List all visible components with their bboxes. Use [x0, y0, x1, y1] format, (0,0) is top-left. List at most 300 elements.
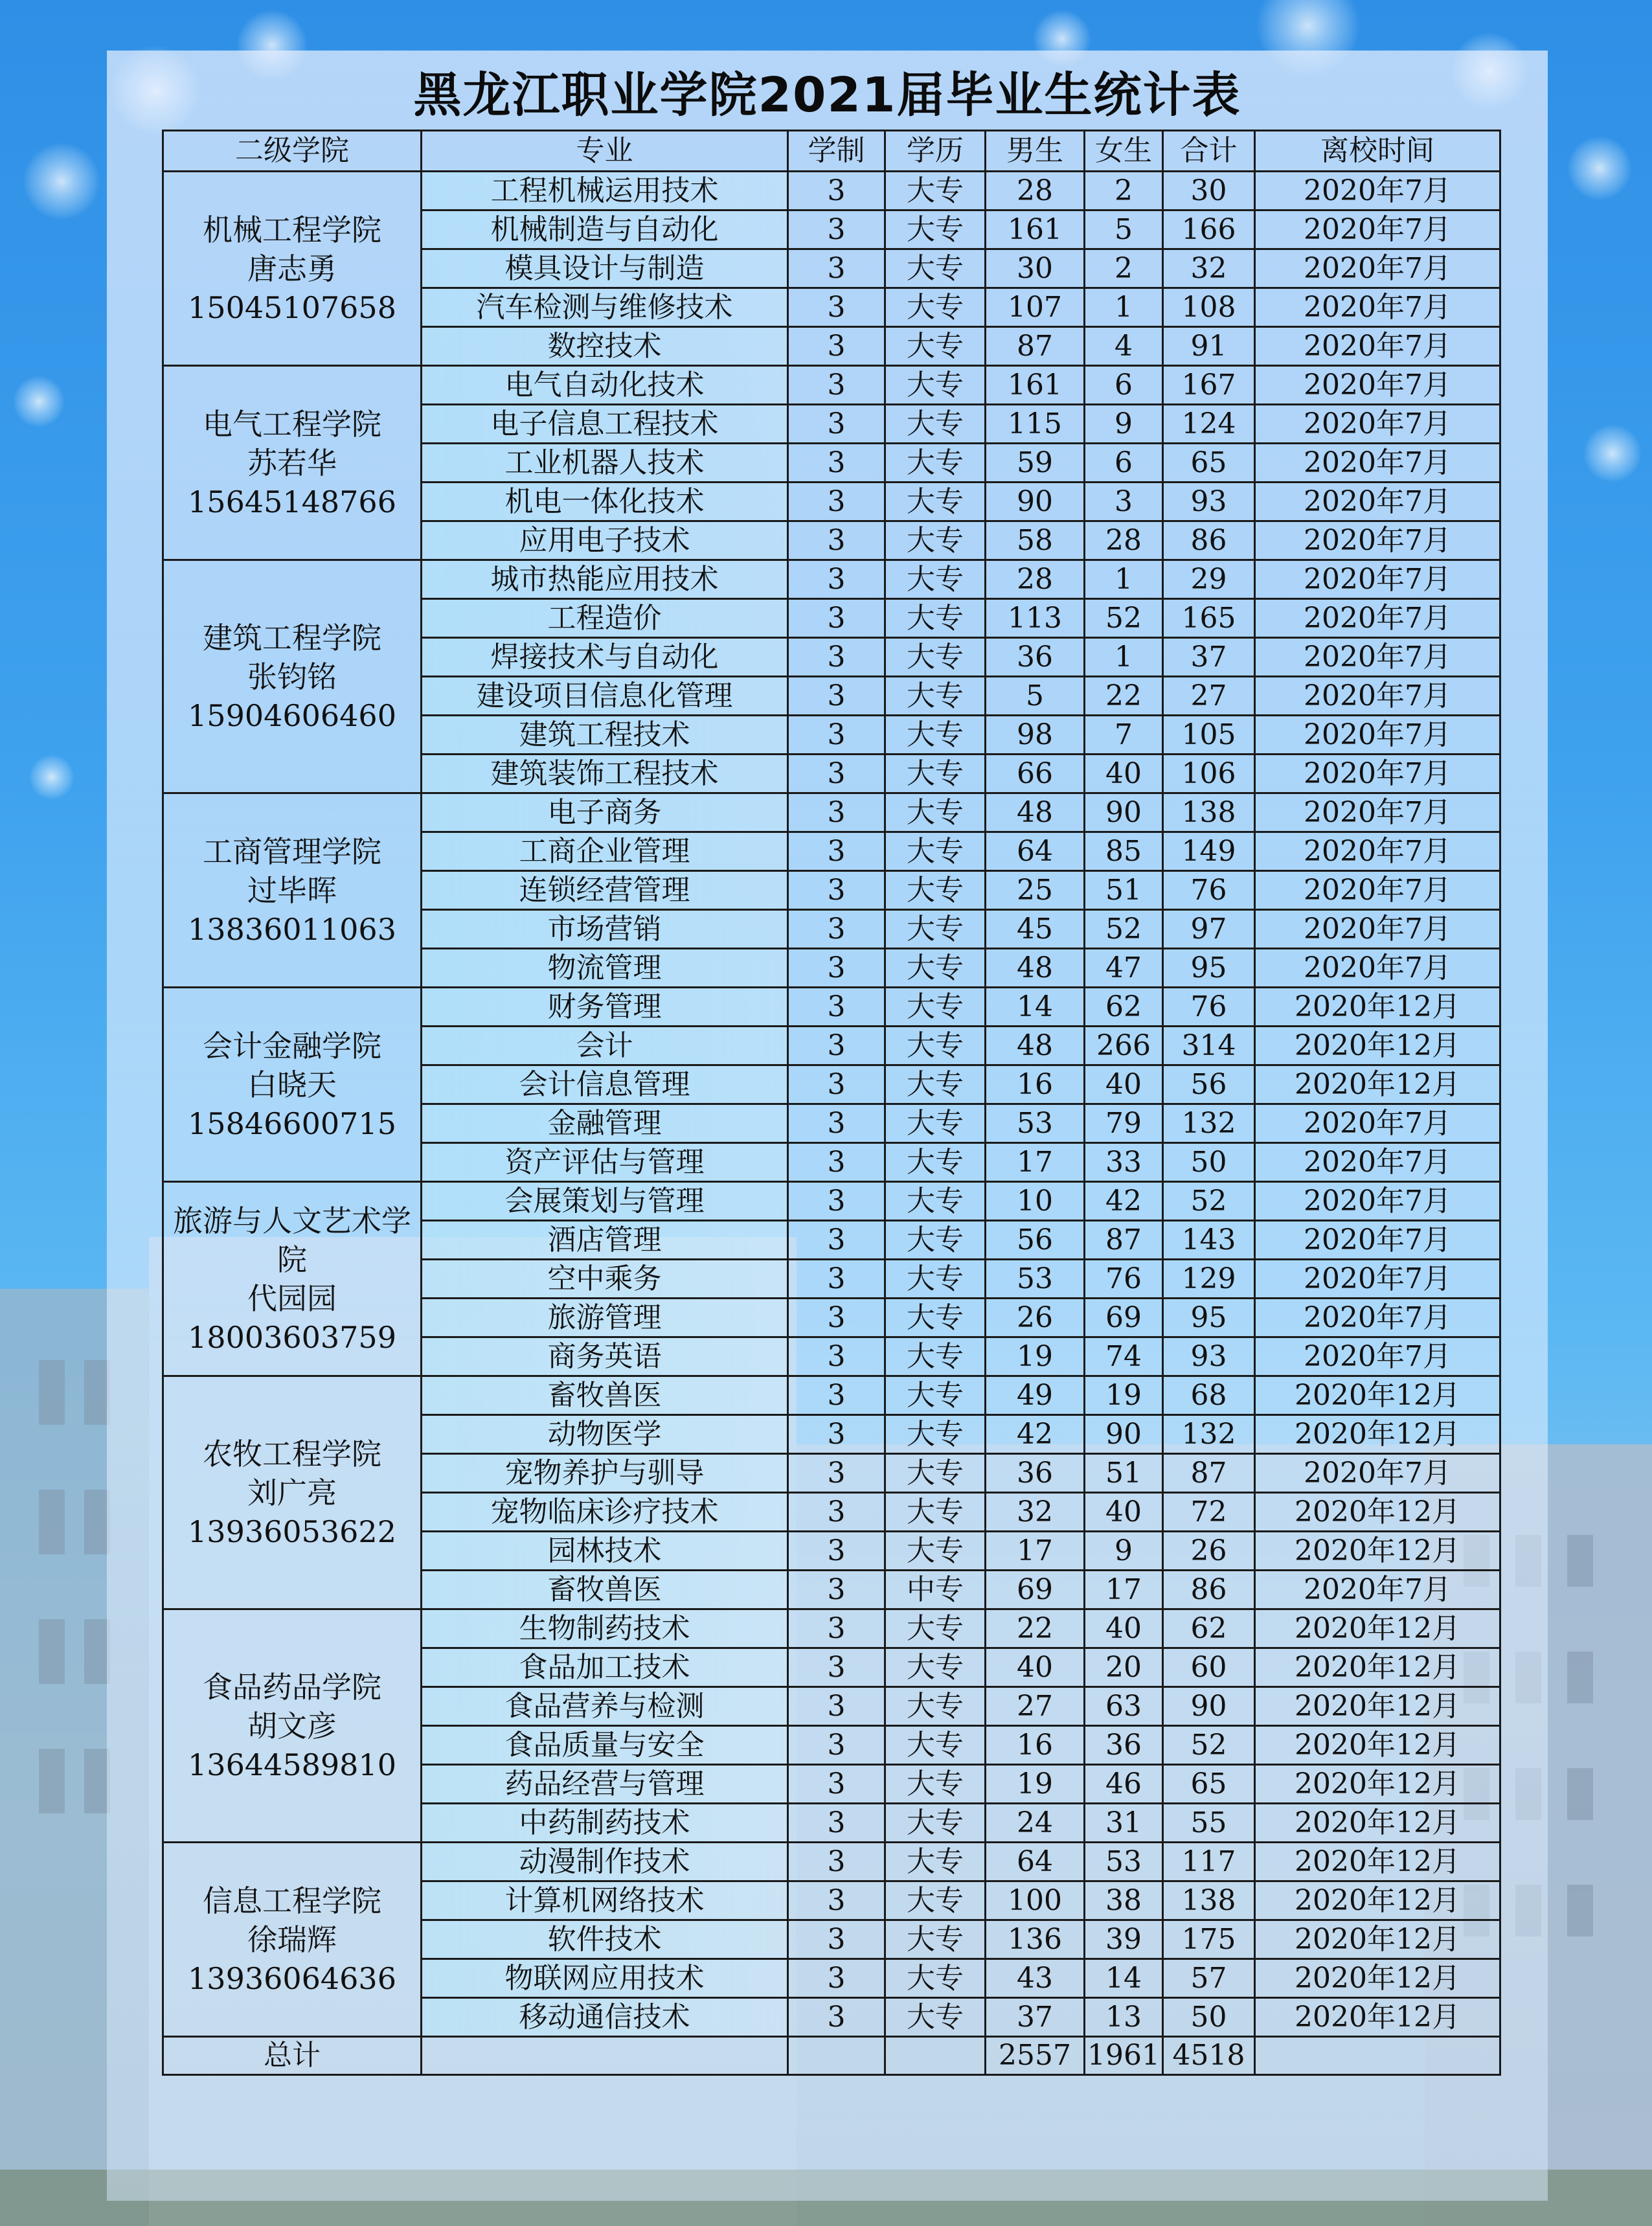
major-male: 32	[986, 1493, 1085, 1532]
major-name: 生物制药技术	[422, 1609, 788, 1648]
major-leave-date: 2020年12月	[1255, 1998, 1500, 2037]
major-total: 55	[1163, 1804, 1255, 1843]
college-cell	[163, 560, 422, 793]
major-name: 商务英语	[422, 1337, 788, 1376]
major-name: 电气自动化技术	[422, 366, 788, 405]
major-female: 20	[1085, 1648, 1163, 1687]
major-total: 175	[1163, 1920, 1255, 1959]
major-male: 28	[986, 172, 1085, 210]
major-total: 86	[1163, 1571, 1255, 1609]
major-total: 167	[1163, 366, 1255, 405]
major-female: 14	[1085, 1959, 1163, 1998]
major-leave-date: 2020年7月	[1255, 560, 1500, 599]
college-phone: 15645148766	[188, 484, 396, 519]
major-female: 76	[1085, 1260, 1163, 1299]
major-female: 40	[1085, 1493, 1163, 1532]
major-total: 108	[1163, 288, 1255, 327]
major-years: 3	[788, 1998, 885, 2037]
major-level: 大专	[885, 1881, 986, 1920]
total-label: 总计	[163, 2037, 422, 2075]
major-female: 62	[1085, 988, 1163, 1027]
major-leave-date: 2020年12月	[1255, 1415, 1500, 1454]
major-level: 大专	[885, 1648, 986, 1687]
major-years: 3	[788, 405, 885, 444]
major-total: 29	[1163, 560, 1255, 599]
major-female: 28	[1085, 521, 1163, 560]
major-total: 57	[1163, 1959, 1255, 1998]
major-level: 大专	[885, 832, 986, 871]
major-male: 36	[986, 1454, 1085, 1493]
major-years: 3	[788, 483, 885, 521]
major-level: 大专	[885, 210, 986, 249]
total-blank-major	[422, 2037, 788, 2075]
major-years: 3	[788, 560, 885, 599]
major-total: 138	[1163, 1881, 1255, 1920]
major-name: 空中乘务	[422, 1260, 788, 1299]
major-leave-date: 2020年7月	[1255, 1143, 1500, 1182]
major-leave-date: 2020年7月	[1255, 755, 1500, 793]
college-cell	[163, 1609, 422, 1843]
major-male: 22	[986, 1609, 1085, 1648]
major-leave-date: 2020年12月	[1255, 1376, 1500, 1415]
major-name: 物流管理	[422, 949, 788, 988]
major-total: 27	[1163, 677, 1255, 716]
major-leave-date: 2020年12月	[1255, 1765, 1500, 1804]
major-name: 金融管理	[422, 1104, 788, 1143]
major-male: 48	[986, 949, 1085, 988]
major-female: 52	[1085, 910, 1163, 949]
major-name: 计算机网络技术	[422, 1881, 788, 1920]
major-total: 166	[1163, 210, 1255, 249]
total-all: 4518	[1163, 2037, 1255, 2075]
major-female: 9	[1085, 405, 1163, 444]
major-years: 3	[788, 1454, 885, 1493]
college-contact: 张钧铭	[247, 659, 337, 694]
major-name: 物联网应用技术	[422, 1959, 788, 1998]
major-total: 97	[1163, 910, 1255, 949]
major-name: 工业机器人技术	[422, 444, 788, 483]
major-total: 93	[1163, 1337, 1255, 1376]
major-leave-date: 2020年12月	[1255, 1609, 1500, 1648]
college-phone: 13836011063	[188, 911, 396, 947]
major-level: 大专	[885, 560, 986, 599]
major-female: 85	[1085, 832, 1163, 871]
college-name: 食品药品学院	[203, 1669, 381, 1705]
major-male: 161	[986, 210, 1085, 249]
major-total: 52	[1163, 1726, 1255, 1765]
major-female: 17	[1085, 1571, 1163, 1609]
major-total: 314	[1163, 1027, 1255, 1065]
major-leave-date: 2020年7月	[1255, 249, 1500, 288]
major-years: 3	[788, 1027, 885, 1065]
major-male: 136	[986, 1920, 1085, 1959]
major-female: 33	[1085, 1143, 1163, 1182]
major-female: 2	[1085, 172, 1163, 210]
major-name: 会计信息管理	[422, 1065, 788, 1104]
major-female: 52	[1085, 599, 1163, 638]
major-leave-date: 2020年12月	[1255, 1881, 1500, 1920]
major-total: 129	[1163, 1260, 1255, 1299]
major-name: 工程机械运用技术	[422, 172, 788, 210]
major-female: 69	[1085, 1299, 1163, 1337]
major-name: 宠物临床诊疗技术	[422, 1493, 788, 1532]
major-total: 138	[1163, 793, 1255, 832]
major-name: 移动通信技术	[422, 1998, 788, 2037]
major-name: 药品经营与管理	[422, 1765, 788, 1804]
major-leave-date: 2020年7月	[1255, 521, 1500, 560]
major-female: 4	[1085, 327, 1163, 366]
major-total: 87	[1163, 1454, 1255, 1493]
major-leave-date: 2020年7月	[1255, 793, 1500, 832]
college-phone: 13644589810	[188, 1747, 396, 1782]
major-female: 7	[1085, 716, 1163, 755]
major-male: 14	[986, 988, 1085, 1027]
major-years: 3	[788, 1726, 885, 1765]
major-level: 大专	[885, 405, 986, 444]
major-total: 90	[1163, 1687, 1255, 1726]
major-name: 食品加工技术	[422, 1648, 788, 1687]
college-contact: 白晓天	[247, 1067, 337, 1102]
table-row	[163, 560, 1500, 599]
major-leave-date: 2020年7月	[1255, 483, 1500, 521]
major-level: 大专	[885, 1027, 986, 1065]
major-total: 76	[1163, 988, 1255, 1027]
major-name: 工程造价	[422, 599, 788, 638]
major-male: 59	[986, 444, 1085, 483]
major-female: 6	[1085, 444, 1163, 483]
college-contact: 徐瑞辉	[247, 1922, 337, 1957]
major-name: 动漫制作技术	[422, 1843, 788, 1881]
major-level: 大专	[885, 599, 986, 638]
major-name: 工商企业管理	[422, 832, 788, 871]
major-level: 大专	[885, 1143, 986, 1182]
college-phone: 15846600715	[188, 1106, 396, 1141]
major-male: 66	[986, 755, 1085, 793]
major-name: 数控技术	[422, 327, 788, 366]
major-level: 大专	[885, 521, 986, 560]
major-leave-date: 2020年7月	[1255, 871, 1500, 910]
total-blank-level	[885, 2037, 986, 2075]
major-level: 大专	[885, 1493, 986, 1532]
major-male: 16	[986, 1726, 1085, 1765]
table-row	[163, 1843, 1500, 1881]
major-level: 大专	[885, 793, 986, 832]
major-leave-date: 2020年7月	[1255, 1571, 1500, 1609]
major-level: 大专	[885, 1104, 986, 1143]
major-name: 电子信息工程技术	[422, 405, 788, 444]
major-male: 100	[986, 1881, 1085, 1920]
major-total: 60	[1163, 1648, 1255, 1687]
total-row	[163, 2037, 1500, 2075]
total-female: 1961	[1085, 2037, 1163, 2075]
major-name: 机械制造与自动化	[422, 210, 788, 249]
major-years: 3	[788, 638, 885, 677]
major-leave-date: 2020年7月	[1255, 599, 1500, 638]
major-years: 3	[788, 1843, 885, 1881]
major-male: 17	[986, 1143, 1085, 1182]
major-male: 98	[986, 716, 1085, 755]
major-level: 大专	[885, 1804, 986, 1843]
major-leave-date: 2020年7月	[1255, 1299, 1500, 1337]
major-leave-date: 2020年12月	[1255, 1959, 1500, 1998]
major-female: 5	[1085, 210, 1163, 249]
major-male: 64	[986, 832, 1085, 871]
major-leave-date: 2020年7月	[1255, 444, 1500, 483]
major-name: 食品质量与安全	[422, 1726, 788, 1765]
header-major: 专业	[422, 131, 788, 172]
major-years: 3	[788, 832, 885, 871]
major-years: 3	[788, 1881, 885, 1920]
major-total: 76	[1163, 871, 1255, 910]
major-years: 3	[788, 871, 885, 910]
major-name: 畜牧兽医	[422, 1376, 788, 1415]
college-name: 工商管理学院	[203, 834, 381, 869]
major-name: 连锁经营管理	[422, 871, 788, 910]
major-female: 47	[1085, 949, 1163, 988]
major-name: 汽车检测与维修技术	[422, 288, 788, 327]
major-years: 3	[788, 1493, 885, 1532]
major-male: 53	[986, 1104, 1085, 1143]
major-leave-date: 2020年12月	[1255, 1920, 1500, 1959]
major-years: 3	[788, 793, 885, 832]
college-cell	[163, 1182, 422, 1376]
major-name: 财务管理	[422, 988, 788, 1027]
major-name: 应用电子技术	[422, 521, 788, 560]
major-level: 大专	[885, 288, 986, 327]
major-years: 3	[788, 1571, 885, 1609]
major-level: 大专	[885, 638, 986, 677]
major-total: 132	[1163, 1104, 1255, 1143]
major-female: 38	[1085, 1881, 1163, 1920]
major-male: 48	[986, 1027, 1085, 1065]
college-cell	[163, 1376, 422, 1609]
major-level: 大专	[885, 249, 986, 288]
major-male: 5	[986, 677, 1085, 716]
major-name: 资产评估与管理	[422, 1143, 788, 1182]
major-leave-date: 2020年12月	[1255, 1804, 1500, 1843]
major-leave-date: 2020年7月	[1255, 1182, 1500, 1221]
major-female: 13	[1085, 1998, 1163, 2037]
major-level: 大专	[885, 1376, 986, 1415]
major-level: 大专	[885, 172, 986, 210]
college-name: 建筑工程学院	[203, 620, 381, 655]
major-total: 165	[1163, 599, 1255, 638]
major-years: 3	[788, 172, 885, 210]
major-total: 91	[1163, 327, 1255, 366]
major-leave-date: 2020年7月	[1255, 949, 1500, 988]
major-years: 3	[788, 1143, 885, 1182]
major-male: 19	[986, 1765, 1085, 1804]
major-male: 69	[986, 1571, 1085, 1609]
major-total: 95	[1163, 949, 1255, 988]
major-leave-date: 2020年7月	[1255, 288, 1500, 327]
major-female: 63	[1085, 1687, 1163, 1726]
header-leave-date: 离校时间	[1255, 131, 1500, 172]
major-male: 16	[986, 1065, 1085, 1104]
major-total: 95	[1163, 1299, 1255, 1337]
major-years: 3	[788, 1221, 885, 1260]
major-name: 食品营养与检测	[422, 1687, 788, 1726]
major-name: 软件技术	[422, 1920, 788, 1959]
major-total: 124	[1163, 405, 1255, 444]
major-years: 3	[788, 210, 885, 249]
major-level: 大专	[885, 677, 986, 716]
major-years: 3	[788, 1532, 885, 1571]
major-years: 3	[788, 1299, 885, 1337]
major-female: 36	[1085, 1726, 1163, 1765]
college-name: 电气工程学院	[203, 406, 381, 442]
major-years: 3	[788, 521, 885, 560]
major-years: 3	[788, 1415, 885, 1454]
college-name: 机械工程学院	[203, 212, 381, 247]
major-name: 会展策划与管理	[422, 1182, 788, 1221]
major-leave-date: 2020年7月	[1255, 1221, 1500, 1260]
header-female: 女生	[1085, 131, 1163, 172]
college-contact: 苏若华	[247, 445, 337, 481]
major-leave-date: 2020年12月	[1255, 1648, 1500, 1687]
major-years: 3	[788, 910, 885, 949]
major-leave-date: 2020年7月	[1255, 1337, 1500, 1376]
college-name: 信息工程学院	[203, 1883, 381, 1918]
major-male: 53	[986, 1260, 1085, 1299]
major-total: 149	[1163, 832, 1255, 871]
major-years: 3	[788, 988, 885, 1027]
major-name: 园林技术	[422, 1532, 788, 1571]
major-name: 电子商务	[422, 793, 788, 832]
major-female: 87	[1085, 1221, 1163, 1260]
major-level: 大专	[885, 1260, 986, 1299]
major-female: 40	[1085, 1609, 1163, 1648]
college-cell	[163, 1843, 422, 2037]
major-level: 大专	[885, 327, 986, 366]
major-years: 3	[788, 1260, 885, 1299]
major-years: 3	[788, 1337, 885, 1376]
major-leave-date: 2020年7月	[1255, 832, 1500, 871]
college-phone: 15045107658	[188, 290, 396, 325]
header-years: 学制	[788, 131, 885, 172]
major-female: 40	[1085, 1065, 1163, 1104]
table-row	[163, 988, 1500, 1027]
total-blank-leave	[1255, 2037, 1500, 2075]
major-leave-date: 2020年7月	[1255, 677, 1500, 716]
college-contact: 过毕晖	[247, 872, 337, 908]
major-male: 107	[986, 288, 1085, 327]
major-male: 40	[986, 1648, 1085, 1687]
major-female: 266	[1085, 1027, 1163, 1065]
major-male: 64	[986, 1843, 1085, 1881]
major-level: 大专	[885, 716, 986, 755]
major-leave-date: 2020年7月	[1255, 327, 1500, 366]
major-male: 115	[986, 405, 1085, 444]
major-female: 6	[1085, 366, 1163, 405]
major-male: 27	[986, 1687, 1085, 1726]
major-leave-date: 2020年7月	[1255, 366, 1500, 405]
major-level: 大专	[885, 1609, 986, 1648]
major-name: 旅游管理	[422, 1299, 788, 1337]
major-name: 城市热能应用技术	[422, 560, 788, 599]
major-level: 大专	[885, 1687, 986, 1726]
major-total: 65	[1163, 1765, 1255, 1804]
table-row	[163, 366, 1500, 405]
major-leave-date: 2020年7月	[1255, 1260, 1500, 1299]
major-leave-date: 2020年7月	[1255, 638, 1500, 677]
major-leave-date: 2020年12月	[1255, 1532, 1500, 1571]
major-years: 3	[788, 1376, 885, 1415]
major-leave-date: 2020年7月	[1255, 1454, 1500, 1493]
page-title: 黑龙江职业学院2021届毕业生统计表	[413, 67, 1241, 123]
header-level: 学历	[885, 131, 986, 172]
major-male: 37	[986, 1998, 1085, 2037]
college-cell	[163, 366, 422, 560]
major-name: 动物医学	[422, 1415, 788, 1454]
college-cell	[163, 172, 422, 366]
major-male: 161	[986, 366, 1085, 405]
major-total: 62	[1163, 1609, 1255, 1648]
total-blank-years	[788, 2037, 885, 2075]
major-total: 132	[1163, 1415, 1255, 1454]
major-years: 3	[788, 288, 885, 327]
college-name: 旅游与人文艺术学院	[173, 1203, 411, 1277]
major-male: 43	[986, 1959, 1085, 1998]
major-leave-date: 2020年7月	[1255, 1104, 1500, 1143]
major-female: 2	[1085, 249, 1163, 288]
major-male: 25	[986, 871, 1085, 910]
college-contact: 代园园	[247, 1280, 337, 1316]
major-name: 建筑装饰工程技术	[422, 755, 788, 793]
major-leave-date: 2020年7月	[1255, 405, 1500, 444]
major-name: 酒店管理	[422, 1221, 788, 1260]
major-female: 1	[1085, 288, 1163, 327]
major-name: 中药制药技术	[422, 1804, 788, 1843]
table-row	[163, 172, 1500, 210]
major-name: 焊接技术与自动化	[422, 638, 788, 677]
major-male: 24	[986, 1804, 1085, 1843]
major-total: 32	[1163, 249, 1255, 288]
major-years: 3	[788, 1182, 885, 1221]
major-level: 大专	[885, 1998, 986, 2037]
major-total: 72	[1163, 1493, 1255, 1532]
major-female: 42	[1085, 1182, 1163, 1221]
major-years: 3	[788, 1687, 885, 1726]
major-years: 3	[788, 1959, 885, 1998]
college-contact: 胡文彦	[247, 1708, 337, 1743]
major-total: 26	[1163, 1532, 1255, 1571]
major-years: 3	[788, 1765, 885, 1804]
major-leave-date: 2020年12月	[1255, 1065, 1500, 1104]
major-years: 3	[788, 1609, 885, 1648]
major-female: 9	[1085, 1532, 1163, 1571]
major-leave-date: 2020年7月	[1255, 716, 1500, 755]
major-years: 3	[788, 716, 885, 755]
major-level: 大专	[885, 1454, 986, 1493]
major-total: 56	[1163, 1065, 1255, 1104]
major-years: 3	[788, 1804, 885, 1843]
major-male: 87	[986, 327, 1085, 366]
major-female: 51	[1085, 1454, 1163, 1493]
college-cell	[163, 793, 422, 988]
major-female: 79	[1085, 1104, 1163, 1143]
major-leave-date: 2020年12月	[1255, 1493, 1500, 1532]
major-female: 31	[1085, 1804, 1163, 1843]
major-name: 模具设计与制造	[422, 249, 788, 288]
major-male: 10	[986, 1182, 1085, 1221]
major-total: 93	[1163, 483, 1255, 521]
major-years: 3	[788, 1920, 885, 1959]
header-college: 二级学院	[163, 131, 422, 172]
major-female: 90	[1085, 1415, 1163, 1454]
major-total: 68	[1163, 1376, 1255, 1415]
major-female: 19	[1085, 1376, 1163, 1415]
